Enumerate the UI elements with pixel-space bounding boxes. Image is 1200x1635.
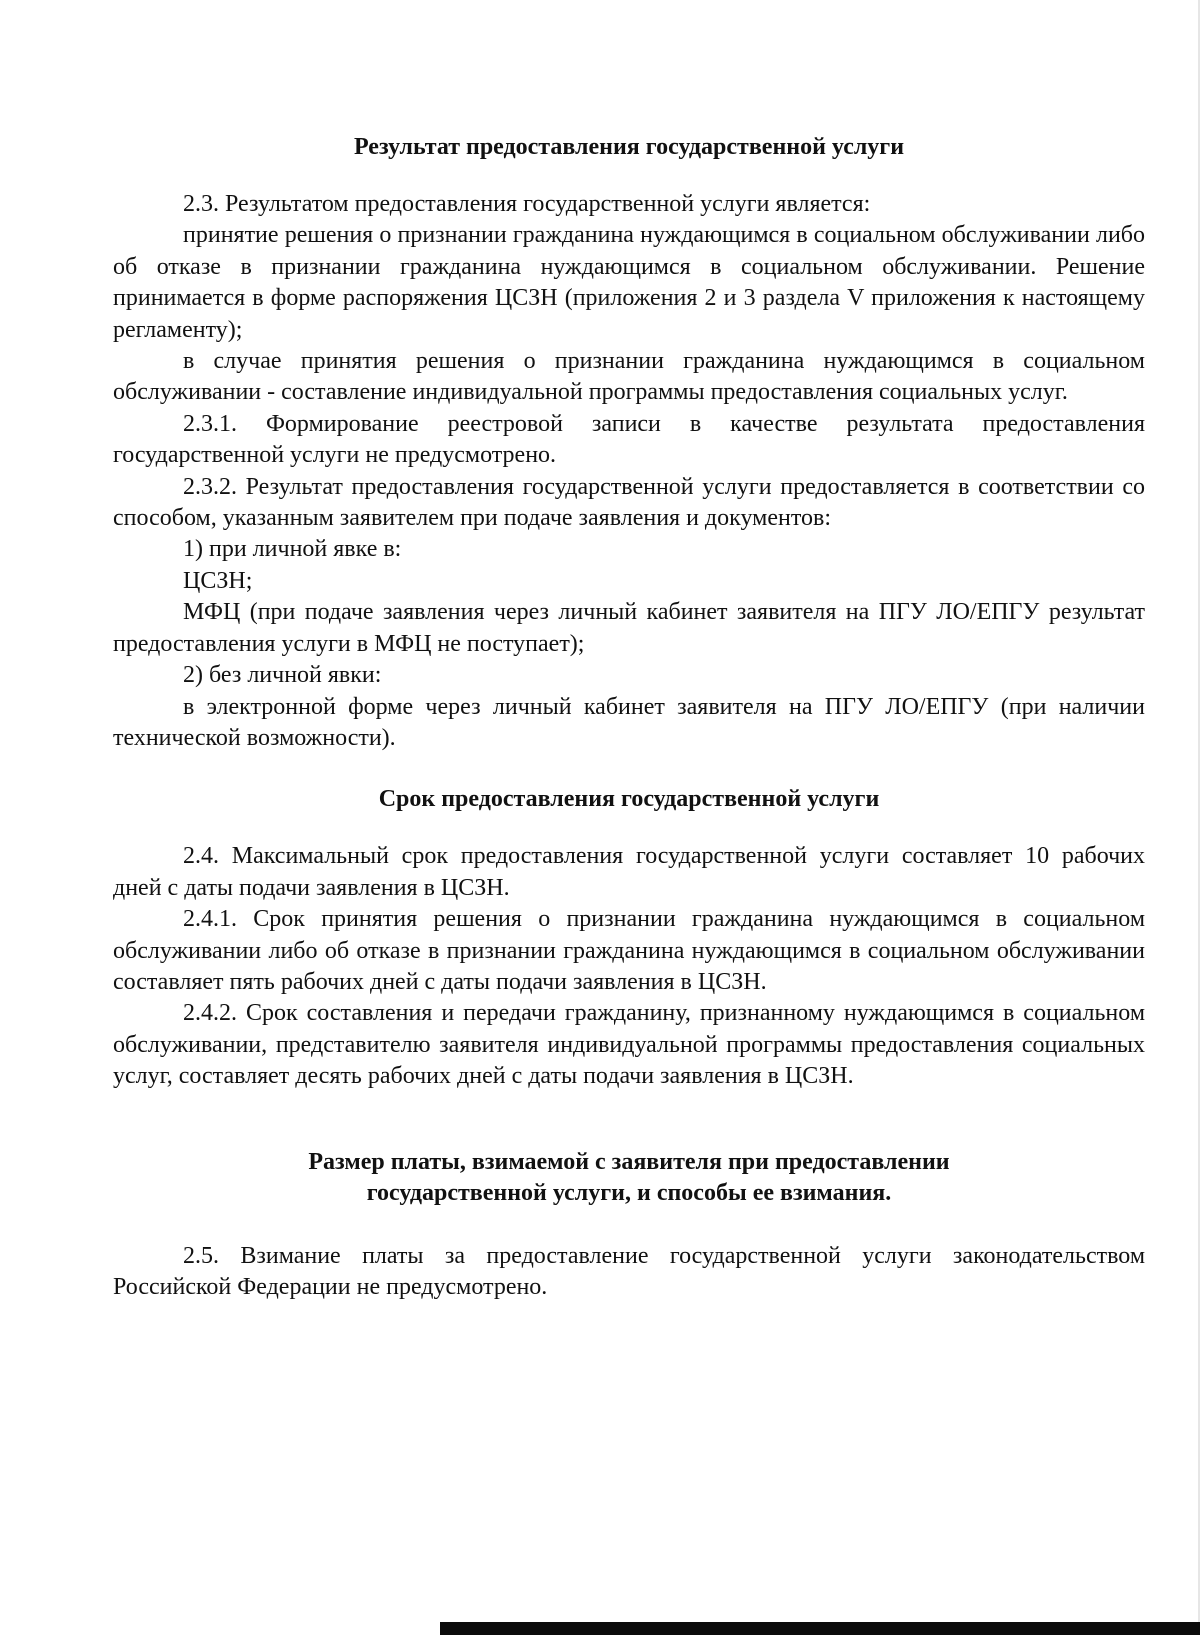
scan-bottom-bar xyxy=(440,1622,1200,1635)
paragraph-program: в случае принятия решения о признании гражданина нуждающимся в социальном обслуживании - составление индивидуальной программы предоставления социальных услуг. xyxy=(113,348,1145,406)
section-heading-fee-line1: Размер платы, взимаемой с заявителя при предоставлении xyxy=(308,1148,950,1175)
list-item-personal-visit: 1) при личной явке в: xyxy=(183,536,402,563)
document-body xyxy=(113,132,1145,1303)
paragraph-2-4-1: 2.4.1. Срок принятия решения о признании гражданина нуждающимся в социальном обслуживании либо об отказе в признании гражданина нуждающимся в социальном обслуживании составляет пять рабочих дней с даты подачи заявления в ЦСЗН. xyxy=(113,906,1145,995)
list-item-electronic: в электронной форме через личный кабинет заявителя на ПГУ ЛО/ЕПГУ (при наличии технической возможности). xyxy=(113,693,1145,751)
paragraph-2-3-1: 2.3.1. Формирование реестровой записи в качестве результата предоставления государственной услуги не предусмотрено. xyxy=(113,410,1145,469)
paragraph-2-3: 2.3. Результатом предоставления государственной услуги является: xyxy=(183,191,871,217)
list-item-no-visit: 2) без личной явки: xyxy=(183,662,382,689)
section-heading-term: Срок предоставления государственной услуги xyxy=(378,786,880,813)
paragraph-decision: принятие решения о признании гражданина нуждающимся в социальном обслуживании либо об отказе в признании гражданина нуждающимся в социальном обслуживании. Решение принимается в форме распоряжения ЦСЗН (приложения 2 и 3 раздела V приложения к настоящему регламенту); xyxy=(113,222,1145,343)
list-item-mfc: МФЦ (при подаче заявления через личный кабинет заявителя на ПГУ ЛО/ЕПГУ результат предоставления услуги в МФЦ не поступает); xyxy=(113,599,1145,657)
section-heading-fee-line2: государственной услуги, и способы ее взимания. xyxy=(366,1179,892,1206)
section-heading-result: Результат предоставления государственной услуги xyxy=(353,134,905,160)
list-item-cszn: ЦСЗН; xyxy=(183,567,253,594)
paragraph-2-4: 2.4. Максимальный срок предоставления государственной услуги составляет 10 рабочих дней с даты подачи заявления в ЦСЗН. xyxy=(113,843,1145,901)
paragraph-2-4-2: 2.4.2. Срок составления и передачи гражданину, признанному нуждающимся в социальном обслуживании, представителю заявителя индивидуальной программы предоставления социальных услуг, составляет десять рабочих дней с даты подачи заявления в ЦСЗН. xyxy=(113,1000,1145,1090)
paragraph-2-5: 2.5. Взимание платы за предоставление государственной услуги законодательством Российской Федерации не предусмотрено. xyxy=(113,1242,1145,1300)
paragraph-2-3-2: 2.3.2. Результат предоставления государственной услуги предоставляется в соответствии со способом, указанным заявителем при подаче заявления и документов: xyxy=(113,473,1145,532)
section-heading-fee xyxy=(113,1147,1145,1209)
